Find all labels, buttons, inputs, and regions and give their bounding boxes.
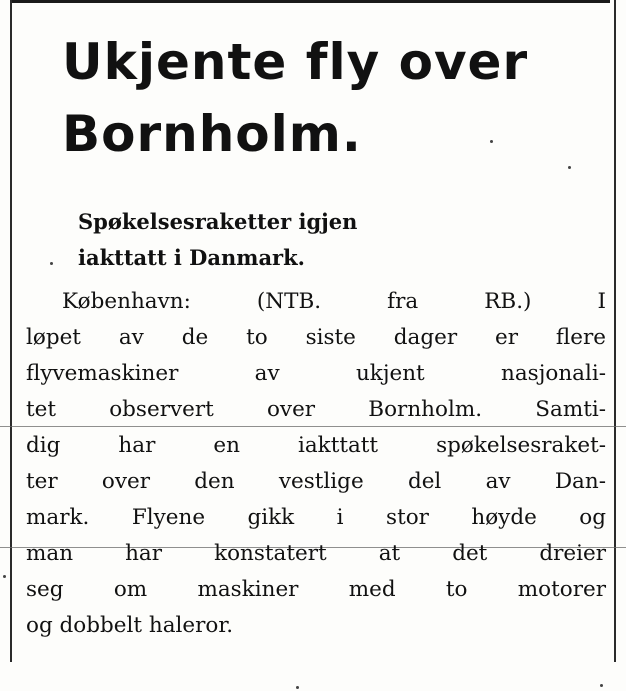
body-line: ter over den vestlige del av Dan- [26, 469, 606, 494]
print-speck [600, 684, 603, 687]
body-line: mark. Flyene gikk i stor høyde og [26, 505, 606, 530]
top-rule [10, 0, 610, 3]
headline [62, 26, 582, 170]
subheadline-line: Spøkelsesraketter igjen [78, 209, 358, 234]
left-rule [10, 0, 12, 662]
body-line: løpet av de to siste dager er flere [26, 325, 606, 350]
body-line: man har konstatert at det dreier [26, 541, 606, 566]
print-speck [490, 140, 493, 143]
body-line: København: (NTB. fra RB.) I [62, 289, 606, 314]
subheadline-line: iakttatt i Danmark. [78, 245, 305, 270]
body-line: flyvemaskiner av ukjent nasjonali- [26, 361, 606, 386]
body-line: tet observert over Bornholm. Samti- [26, 397, 606, 422]
print-speck [3, 575, 6, 578]
print-speck [50, 262, 53, 265]
body-line: og dobbelt haleror. [26, 613, 234, 638]
body-line: seg om maskiner med to motorer [26, 577, 606, 602]
print-speck [568, 166, 571, 169]
right-rule [614, 0, 616, 662]
headline-line: Bornholm. [62, 105, 362, 163]
print-speck [296, 686, 299, 689]
article-body [26, 284, 606, 644]
subheadline [78, 204, 558, 276]
headline-line: Ukjente fly over [62, 33, 529, 91]
body-line: dig har en iakttatt spøkelsesraket- [26, 433, 606, 458]
